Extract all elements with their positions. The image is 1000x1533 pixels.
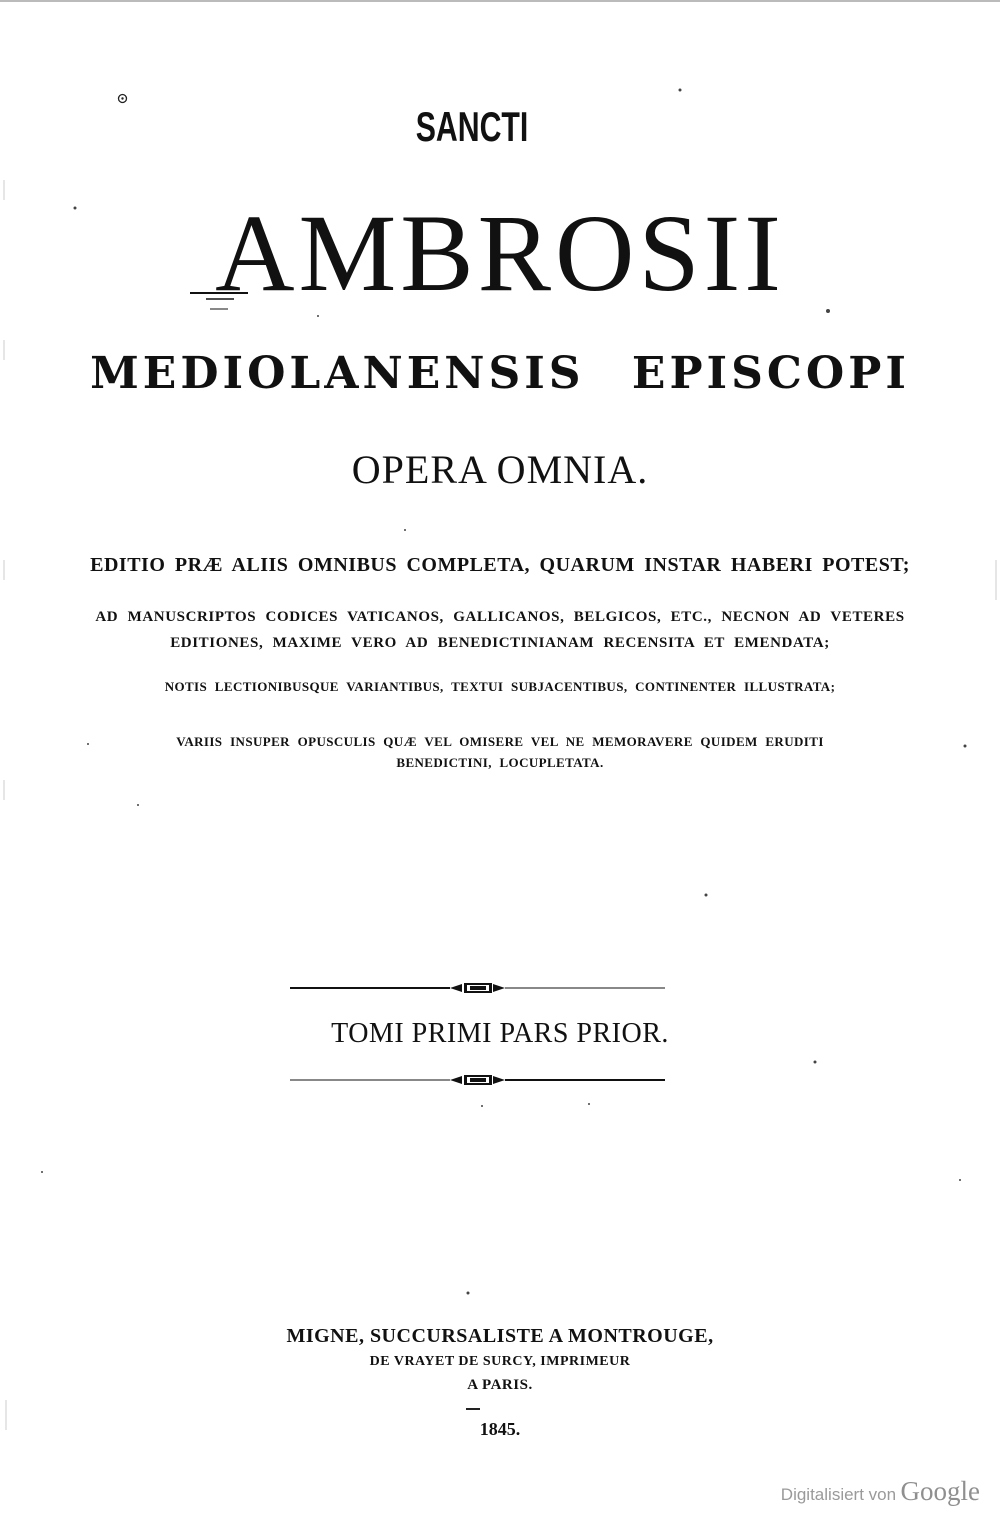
variis-line-1: VARIIS INSUPER OPUSCULIS QUÆ VEL OMISERE VEL NE MEMORAVERE QUIDEM ERUDITI (176, 734, 824, 749)
heading-ambrosii: AMBROSII (215, 192, 785, 314)
notis-line: NOTIS LECTIONIBUSQUE VARIANTIBUS, TEXTUI SUBJACENTIBUS, CONTINENTER ILLUSTRATA; (164, 679, 836, 694)
heading-opera-omnia: OPERA OMNIA. (351, 447, 649, 492)
manuscripts-line-2: EDITIONES, MAXIME VERO AD BENEDICTINIANAM RECENSITA ET EMENDATA; (170, 635, 830, 651)
printer-line: DE VRAYET DE SURCY, IMPRIMEUR (369, 1354, 631, 1369)
google-logo: Google (900, 1476, 980, 1506)
circle-mark-icon (117, 93, 128, 104)
editio-line: EDITIO PRÆ ALIIS OMNIBUS COMPLETA, QUARUM INSTAR HABERI POTEST; (90, 554, 910, 576)
place-line: A PARIS. (467, 1377, 533, 1393)
year-divider (466, 1408, 480, 1410)
variis-line-2: BENEDICTINI, LOCUPLETATA. (396, 755, 604, 770)
heading-mediolanensis: MEDIOLANENSIS EPISCOPI (90, 348, 910, 399)
ornamental-rule-bottom (290, 1073, 665, 1087)
heading-sancti: SANCTI (415, 103, 529, 150)
volume-label: TOMI PRIMI PARS PRIOR. (331, 1018, 669, 1049)
digitization-watermark (781, 1476, 980, 1507)
watermark-text: Digitalisiert von (780, 1485, 897, 1504)
publication-year: 1845. (479, 1419, 521, 1439)
ornamental-rule-top (290, 981, 665, 995)
letter-flourish-icon (188, 290, 250, 312)
publisher-line: MIGNE, SUCCURSALISTE A MONTROUGE, (286, 1325, 714, 1347)
manuscripts-line-1: AD MANUSCRIPTOS CODICES VATICANOS, GALLICANOS, BELGICOS, ETC., NECNON AD VETERES (95, 609, 905, 625)
